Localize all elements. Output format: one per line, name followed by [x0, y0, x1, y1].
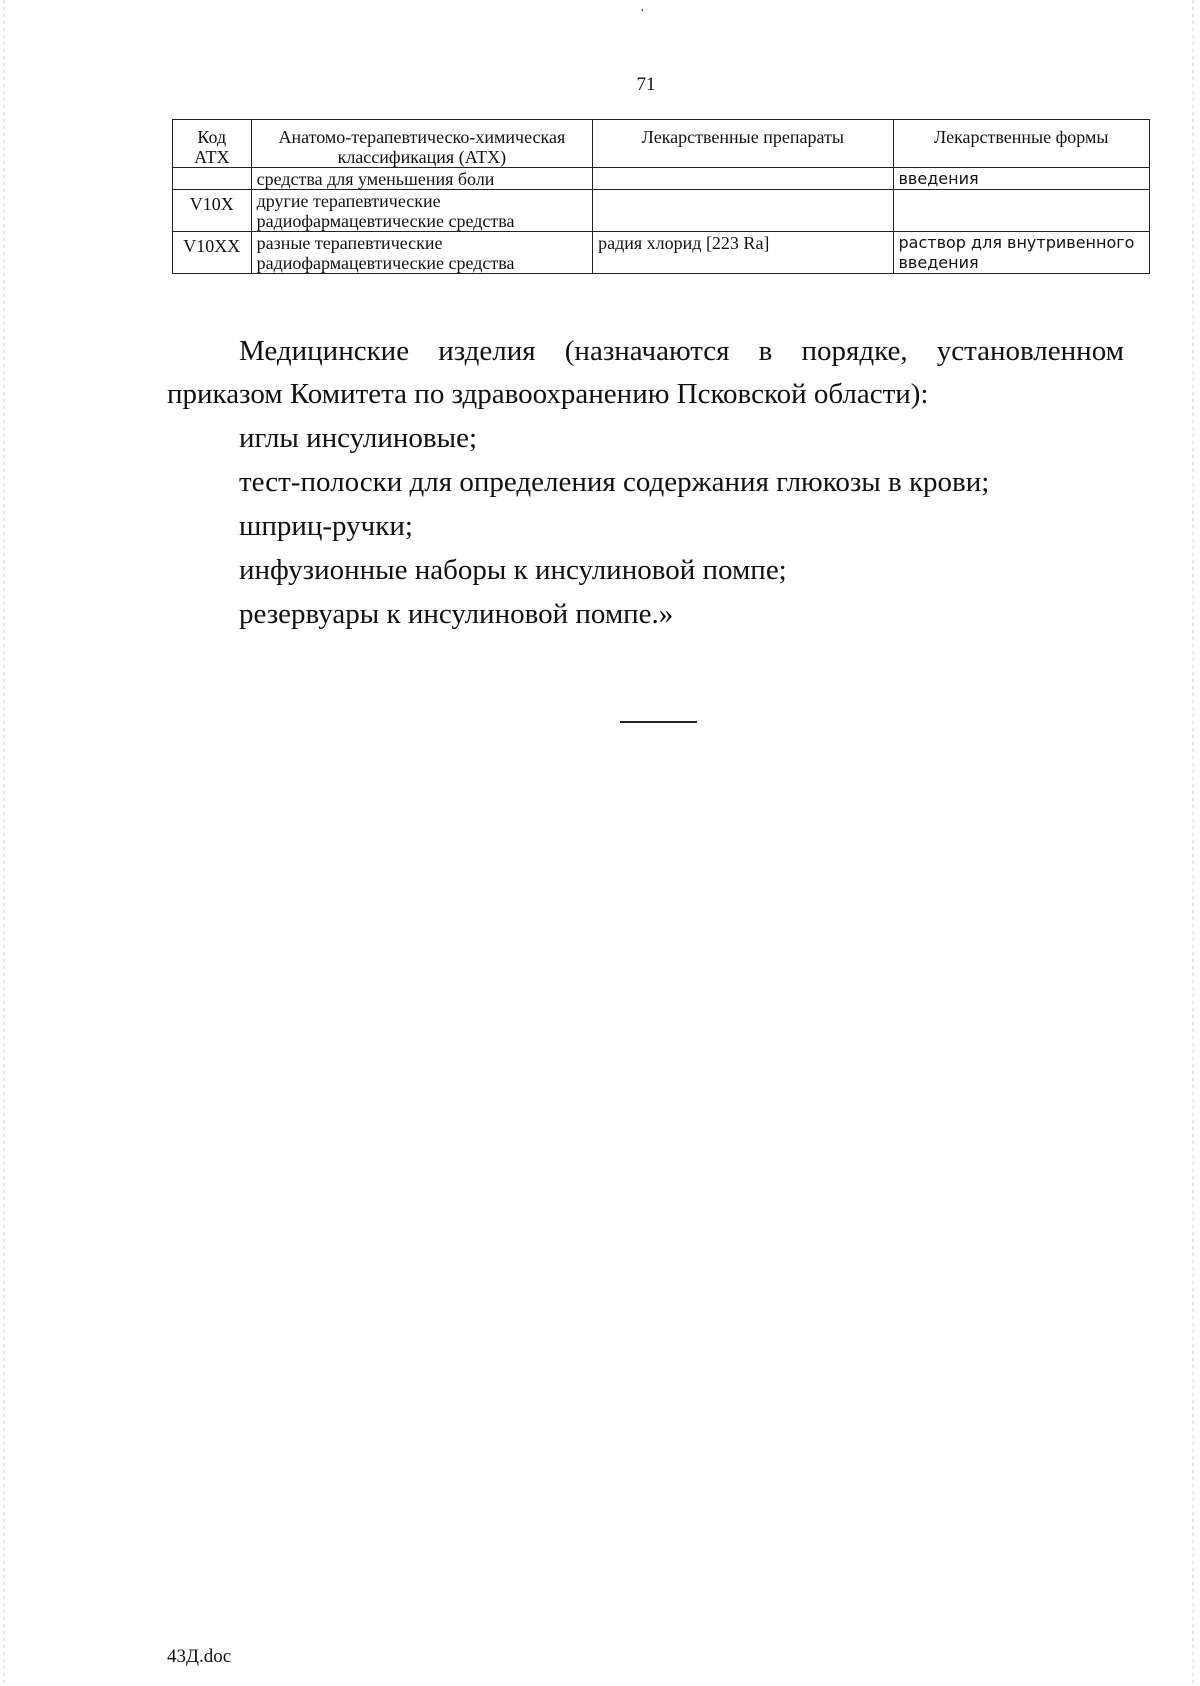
intro-paragraph: Медицинские изделия (назначаются в порядке, установленном приказом Комитета по здравоохранению Псковской области):: [167, 335, 1124, 410]
cell-form: введения: [893, 168, 1150, 190]
cell-drug: [593, 190, 893, 232]
cell-code: V10XX: [173, 232, 252, 274]
table-row: [173, 232, 1150, 274]
cell-code: V10X: [173, 190, 252, 232]
left-scan-edge: [3, 0, 5, 1686]
cell-classification: средства для уменьшения боли: [251, 168, 593, 190]
table-row: [173, 168, 1150, 190]
list-item: тест-полоски для определения содержания глюкозы в крови;: [239, 466, 990, 498]
scan-dot: ·: [640, 4, 645, 19]
cell-form: [893, 190, 1150, 232]
header-code: Код АТХ: [173, 120, 252, 168]
footer-filename: 43Д.doc: [167, 1646, 232, 1667]
document-body: [167, 330, 1124, 636]
cell-classification: разные терапевтические радиофармацевтические средства: [251, 232, 593, 274]
header-classification: Анатомо-терапевтическо-химическая классификация (АТХ): [251, 120, 593, 168]
cell-code: [173, 168, 252, 190]
header-forms: Лекарственные формы: [893, 120, 1150, 168]
page-number: 71: [636, 74, 656, 95]
cell-classification: другие терапевтические радиофармацевтические средства: [251, 190, 593, 232]
end-separator-line: [620, 721, 697, 723]
list-item: резервуары к инсулиновой помпе.»: [239, 598, 674, 630]
table-row: [173, 190, 1150, 232]
list-item: инфузионные наборы к инсулиновой помпе;: [239, 554, 787, 586]
cell-form: раствор для внутривенного введения: [893, 232, 1150, 274]
right-scan-edge: [1192, 0, 1194, 1686]
list-item: шприц-ручки;: [239, 510, 413, 542]
table-header-row: [173, 120, 1150, 168]
header-drugs: Лекарственные препараты: [593, 120, 893, 168]
atx-table: [172, 119, 1150, 274]
cell-drug: радия хлорид [223 Ra]: [593, 232, 893, 274]
list-item: иглы инсулиновые;: [239, 422, 478, 454]
cell-drug: [593, 168, 893, 190]
